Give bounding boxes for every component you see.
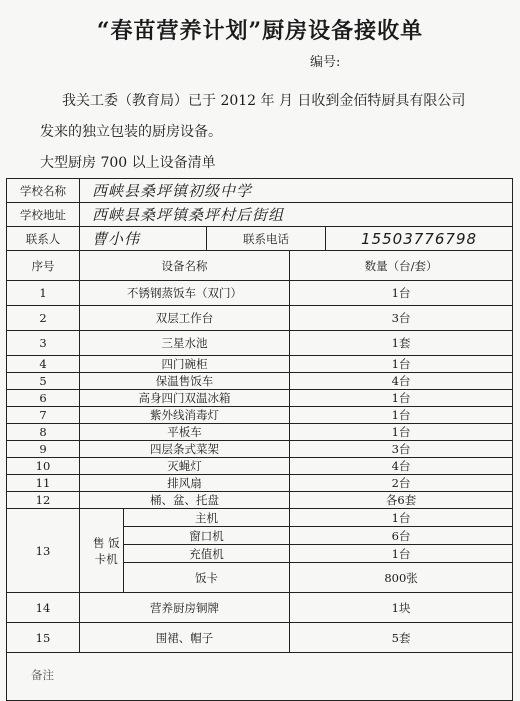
school-address-label: 学校地址 [7,203,80,227]
row-no: 2 [7,306,80,331]
school-name-label: 学校名称 [7,179,80,203]
table-header-row [7,251,513,281]
row-no: 7 [7,407,80,424]
row-quantity: 1台 [290,424,513,441]
col-header-qty: 数量（台/套） [290,251,513,281]
group-label-line1: 售 饭 [92,535,120,550]
row-quantity: 6台 [290,527,513,545]
table-row [7,373,513,390]
row-equipment-name: 四层条式菜架 [80,441,290,458]
phone-label: 联系电话 [207,227,326,251]
meal-card-machine-group [90,509,124,593]
row-quantity: 4台 [290,458,513,475]
row-no: 15 [7,623,80,653]
receipt-statement-cont: 发来的独立包装的厨房设备。 [40,124,222,140]
table-row [7,458,513,475]
row-no: 3 [7,331,80,356]
school-address-value: 西峡县桑坪镇桑坪村后街组 [80,203,513,227]
row-quantity: 5套 [290,623,513,653]
row-quantity: 1台 [290,390,513,407]
table-row [7,331,513,356]
equipment-table [6,178,513,701]
row-quantity: 1台 [290,407,513,424]
row-no: 8 [7,424,80,441]
row-equipment-name: 充值机 [124,545,290,563]
table-row [7,281,513,306]
row-no: 9 [7,441,80,458]
row-quantity: 1台 [290,545,513,563]
row-quantity: 4台 [290,373,513,390]
row-equipment-name: 桶、盆、托盘 [80,492,290,509]
contact-row [7,227,513,251]
row-no: 10 [7,458,80,475]
table-row [7,475,513,492]
table-row [7,593,513,623]
row-quantity: 3台 [290,441,513,458]
school-address-row [7,203,513,227]
group-spacer [80,509,90,593]
row-equipment-name: 主机 [124,509,290,527]
equipment-list-heading: 大型厨房 700 以上设备清单 [40,155,216,171]
row-quantity: 1台 [290,509,513,527]
phone-value: 15503776798 [326,227,513,251]
row-quantity: 3台 [290,306,513,331]
row-equipment-name: 高身四门双温冰箱 [80,390,290,407]
table-row [7,623,513,653]
row-equipment-name: 营养厨房铜牌 [80,593,290,623]
table-row [7,424,513,441]
row-equipment-name: 灭蝇灯 [80,458,290,475]
remarks-label: 备注 [7,653,513,701]
row-equipment-name: 排风扇 [80,475,290,492]
row-equipment-name: 双层工作台 [80,306,290,331]
table-row [7,356,513,373]
row-equipment-name: 紫外线消毒灯 [80,407,290,424]
table-row [7,390,513,407]
table-row [7,492,513,509]
remarks-row [7,653,513,701]
contact-value: 曹小伟 [80,227,207,251]
row-equipment-name: 三星水池 [80,331,290,356]
table-row-group [7,509,513,527]
row-equipment-name: 饭卡 [124,563,290,593]
group-label-line2: 卡机 [94,551,118,566]
row-no: 12 [7,492,80,509]
row-equipment-name: 不锈钢蒸饭车（双门） [80,281,290,306]
row-equipment-name: 四门碗柜 [80,356,290,373]
table-row [7,441,513,458]
school-name-value: 西峡县桑坪镇初级中学 [80,179,513,203]
contact-label: 联系人 [7,227,80,251]
table-row [7,407,513,424]
row-quantity: 800张 [290,563,513,593]
row-no: 13 [7,509,80,593]
row-quantity: 1台 [290,356,513,373]
row-no: 11 [7,475,80,492]
col-header-no: 序号 [7,251,80,281]
row-equipment-name: 围裙、帽子 [80,623,290,653]
table-row [7,306,513,331]
row-quantity: 1块 [290,593,513,623]
row-quantity: 2台 [290,475,513,492]
col-header-name: 设备名称 [80,251,290,281]
school-name-row [7,179,513,203]
row-equipment-name: 窗口机 [124,527,290,545]
row-no: 5 [7,373,80,390]
row-equipment-name: 保温售饭车 [80,373,290,390]
row-no: 4 [7,356,80,373]
receipt-statement: 我关工委（教育局）已于 2012 年 月 日收到金佰特厨具有限公司 [62,93,466,109]
row-equipment-name: 平板车 [80,424,290,441]
row-no: 6 [7,390,80,407]
row-no: 1 [7,281,80,306]
row-quantity: 1台 [290,281,513,306]
serial-number-label: 编号: [310,55,341,70]
row-quantity: 各6套 [290,492,513,509]
row-no: 14 [7,593,80,623]
document-title: “春苗营养计划”厨房设备接收单 [96,18,424,44]
row-quantity: 1套 [290,331,513,356]
